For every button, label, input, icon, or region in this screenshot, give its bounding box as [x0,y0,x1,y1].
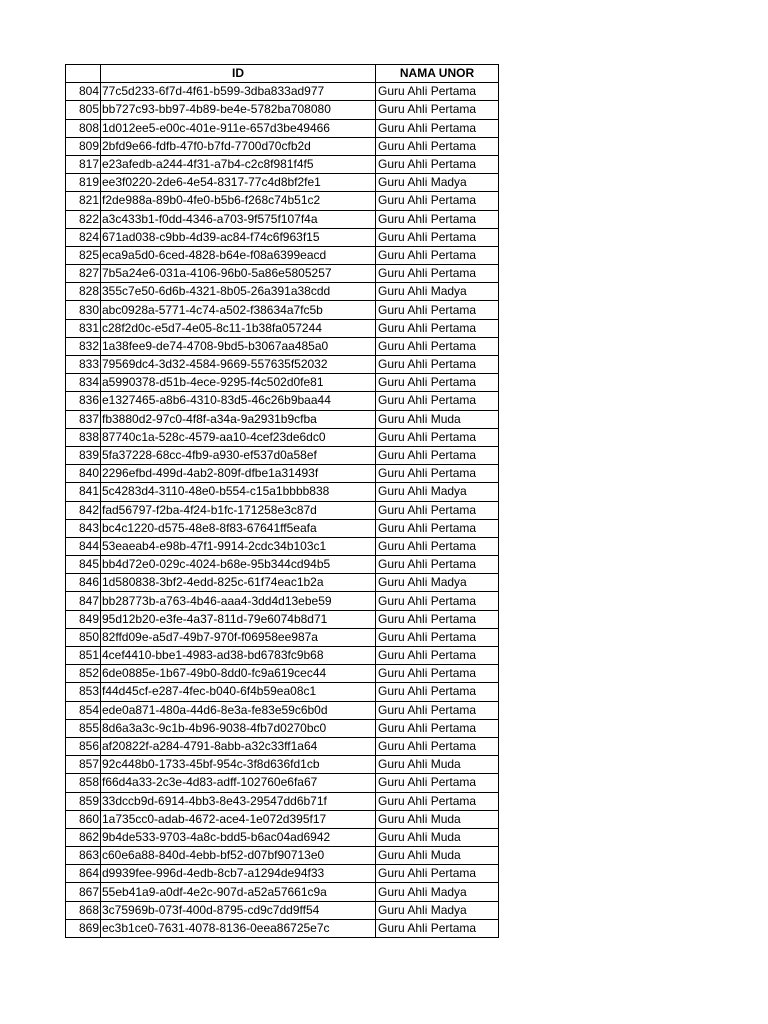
spreadsheet-page [65,64,499,938]
id-cell: f44d45cf-e287-4fec-b040-6f4b59ea08c1 [101,683,376,701]
table-row [66,337,499,355]
table-row [66,792,499,810]
table-row [66,246,499,264]
nama-unor-cell: Guru Ahli Madya [376,574,499,592]
nama-unor-cell: Guru Ahli Madya [376,901,499,919]
id-cell: 5fa37228-68cc-4fb9-a930-ef537d0a58ef [101,446,376,464]
table-row [66,592,499,610]
table-row [66,410,499,428]
nama-unor-cell: Guru Ahli Pertama [376,337,499,355]
row-number-cell: 839 [66,446,101,464]
table-row [66,737,499,755]
nama-unor-cell: Guru Ahli Pertama [376,356,499,374]
nama-unor-cell: Guru Ahli Pertama [376,374,499,392]
nama-unor-cell: Guru Ahli Pertama [376,919,499,937]
row-number-cell: 844 [66,537,101,555]
row-number-cell: 864 [66,865,101,883]
row-number-cell: 854 [66,701,101,719]
nama-unor-cell: Guru Ahli Muda [376,756,499,774]
table-row [66,228,499,246]
table-row [66,647,499,665]
table-body [66,83,499,938]
row-number-cell: 838 [66,428,101,446]
id-cell: 355c7e50-6d6b-4321-8b05-26a391a38cdd [101,283,376,301]
row-number-cell: 804 [66,83,101,101]
table-row [66,847,499,865]
table-row [66,701,499,719]
table-row [66,137,499,155]
id-cell: 79569dc4-3d32-4584-9669-557635f52032 [101,356,376,374]
id-cell: ee3f0220-2de6-4e54-8317-77c4d8bf2fe1 [101,174,376,192]
row-number-cell: 821 [66,192,101,210]
id-cell: 2bfd9e66-fdfb-47f0-b7fd-7700d70cfb2d [101,137,376,155]
nama-unor-cell: Guru Ahli Pertama [376,265,499,283]
table-row [66,174,499,192]
nama-unor-cell: Guru Ahli Muda [376,828,499,846]
id-cell: 33dccb9d-6914-4bb3-8e43-29547dd6b71f [101,792,376,810]
table-row [66,883,499,901]
id-cell: 1d012ee5-e00c-401e-911e-657d3be49466 [101,119,376,137]
nama-unor-cell: Guru Ahli Pertama [376,556,499,574]
table-row [66,283,499,301]
nama-unor-cell: Guru Ahli Pertama [376,610,499,628]
row-number-cell: 837 [66,410,101,428]
nama-unor-cell: Guru Ahli Pertama [376,428,499,446]
row-number-cell: 850 [66,628,101,646]
id-cell: 55eb41a9-a0df-4e2c-907d-a52a57661c9a [101,883,376,901]
table-row [66,392,499,410]
id-cell: e1327465-a8b6-4310-83d5-46c26b9baa44 [101,392,376,410]
id-cell: 7b5a24e6-031a-4106-96b0-5a86e5805257 [101,265,376,283]
table-row [66,83,499,101]
table-row [66,628,499,646]
row-number-cell: 817 [66,155,101,173]
nama-unor-cell: Guru Ahli Muda [376,810,499,828]
table-row [66,683,499,701]
table-row [66,483,499,501]
table-row [66,537,499,555]
nama-unor-cell: Guru Ahli Pertama [376,392,499,410]
id-cell: abc0928a-5771-4c74-a502-f38634a7fc5b [101,301,376,319]
nama-unor-cell: Guru Ahli Pertama [376,501,499,519]
nama-unor-cell: Guru Ahli Pertama [376,592,499,610]
id-cell: bb4d72e0-029c-4024-b68e-95b344cd94b5 [101,556,376,574]
id-cell: 8d6a3a3c-9c1b-4b96-9038-4fb7d0270bc0 [101,719,376,737]
row-number-cell: 862 [66,828,101,846]
row-number-cell: 868 [66,901,101,919]
nama-unor-cell: Guru Ahli Pertama [376,628,499,646]
row-number-cell: 840 [66,465,101,483]
row-number-cell: 857 [66,756,101,774]
nama-unor-cell: Guru Ahli Pertama [376,737,499,755]
header-id: ID [101,65,376,83]
id-cell: 1a735cc0-adab-4672-ace4-1e072d395f17 [101,810,376,828]
id-cell: 5c4283d4-3110-48e0-b554-c15a1bbbb838 [101,483,376,501]
id-cell: 92c448b0-1733-45bf-954c-3f8d636fd1cb [101,756,376,774]
table-row [66,501,499,519]
row-number-cell: 832 [66,337,101,355]
id-cell: 671ad038-c9bb-4d39-ac84-f74c6f963f15 [101,228,376,246]
table-row [66,356,499,374]
nama-unor-cell: Guru Ahli Madya [376,483,499,501]
row-number-cell: 841 [66,483,101,501]
row-number-cell: 808 [66,119,101,137]
table-row [66,556,499,574]
table-row [66,265,499,283]
nama-unor-cell: Guru Ahli Pertama [376,210,499,228]
id-cell: c60e6a88-840d-4ebb-bf52-d07bf90713e0 [101,847,376,865]
id-cell: 77c5d233-6f7d-4f61-b599-3dba833ad977 [101,83,376,101]
nama-unor-cell: Guru Ahli Pertama [376,192,499,210]
id-cell: af20822f-a284-4791-8abb-a32c33ff1a64 [101,737,376,755]
header-no [66,65,101,83]
id-cell: 53eaeab4-e98b-47f1-9914-2cdc34b103c1 [101,537,376,555]
table-row [66,901,499,919]
table-row [66,774,499,792]
row-number-cell: 833 [66,356,101,374]
nama-unor-cell: Guru Ahli Pertama [376,647,499,665]
nama-unor-cell: Guru Ahli Muda [376,410,499,428]
row-number-cell: 855 [66,719,101,737]
nama-unor-cell: Guru Ahli Muda [376,847,499,865]
id-cell: c28f2d0c-e5d7-4e05-8c11-1b38fa057244 [101,319,376,337]
nama-unor-cell: Guru Ahli Pertama [376,301,499,319]
nama-unor-cell: Guru Ahli Pertama [376,519,499,537]
row-number-cell: 842 [66,501,101,519]
table-row [66,428,499,446]
id-cell: f66d4a33-2c3e-4d83-adff-102760e6fa67 [101,774,376,792]
row-number-cell: 819 [66,174,101,192]
table-row [66,574,499,592]
nama-unor-cell: Guru Ahli Pertama [376,83,499,101]
header-nama-unor: NAMA UNOR [376,65,499,83]
id-cell: 82ffd09e-a5d7-49b7-970f-f06958ee987a [101,628,376,646]
id-cell: bb727c93-bb97-4b89-be4e-5782ba708080 [101,101,376,119]
row-number-cell: 827 [66,265,101,283]
nama-unor-cell: Guru Ahli Pertama [376,792,499,810]
table-row [66,446,499,464]
row-number-cell: 849 [66,610,101,628]
id-cell: e23afedb-a244-4f31-a7b4-c2c8f981f4f5 [101,155,376,173]
row-number-cell: 830 [66,301,101,319]
nama-unor-cell: Guru Ahli Pertama [376,465,499,483]
id-cell: 95d12b20-e3fe-4a37-811d-79e6074b8d71 [101,610,376,628]
row-number-cell: 846 [66,574,101,592]
row-number-cell: 860 [66,810,101,828]
id-cell: 6de0885e-1b67-49b0-8dd0-fc9a619cec44 [101,665,376,683]
row-number-cell: 867 [66,883,101,901]
id-cell: eca9a5d0-6ced-4828-b64e-f08a6399eacd [101,246,376,264]
row-number-cell: 836 [66,392,101,410]
row-number-cell: 845 [66,556,101,574]
row-number-cell: 852 [66,665,101,683]
nama-unor-cell: Guru Ahli Pertama [376,446,499,464]
nama-unor-cell: Guru Ahli Pertama [376,865,499,883]
row-number-cell: 843 [66,519,101,537]
row-number-cell: 847 [66,592,101,610]
table-row [66,519,499,537]
nama-unor-cell: Guru Ahli Madya [376,174,499,192]
id-cell: bc4c1220-d575-48e8-8f83-67641ff5eafa [101,519,376,537]
nama-unor-cell: Guru Ahli Pertama [376,228,499,246]
id-cell: 2296efbd-499d-4ab2-809f-dfbe1a31493f [101,465,376,483]
id-cell: 1a38fee9-de74-4708-9bd5-b3067aa485a0 [101,337,376,355]
table-row [66,301,499,319]
table-row [66,719,499,737]
row-number-cell: 822 [66,210,101,228]
row-number-cell: 809 [66,137,101,155]
nama-unor-cell: Guru Ahli Pertama [376,774,499,792]
nama-unor-cell: Guru Ahli Pertama [376,246,499,264]
row-number-cell: 824 [66,228,101,246]
id-cell: ec3b1ce0-7631-4078-8136-0eea86725e7c [101,919,376,937]
table-row [66,665,499,683]
data-table [65,64,499,938]
nama-unor-cell: Guru Ahli Pertama [376,155,499,173]
id-cell: 3c75969b-073f-400d-8795-cd9c7dd9ff54 [101,901,376,919]
id-cell: f2de988a-89b0-4fe0-b5b6-f268c74b51c2 [101,192,376,210]
nama-unor-cell: Guru Ahli Madya [376,883,499,901]
nama-unor-cell: Guru Ahli Pertama [376,665,499,683]
row-number-cell: 859 [66,792,101,810]
table-row [66,756,499,774]
row-number-cell: 853 [66,683,101,701]
nama-unor-cell: Guru Ahli Pertama [376,683,499,701]
id-cell: ede0a871-480a-44d6-8e3a-fe83e59c6b0d [101,701,376,719]
table-row [66,610,499,628]
table-row [66,101,499,119]
nama-unor-cell: Guru Ahli Pertama [376,719,499,737]
id-cell: a3c433b1-f0dd-4346-a703-9f575f107f4a [101,210,376,228]
table-row [66,810,499,828]
row-number-cell: 825 [66,246,101,264]
id-cell: 87740c1a-528c-4579-aa10-4cef23de6dc0 [101,428,376,446]
row-number-cell: 858 [66,774,101,792]
nama-unor-cell: Guru Ahli Pertama [376,101,499,119]
table-row [66,155,499,173]
id-cell: fad56797-f2ba-4f24-b1fc-171258e3c87d [101,501,376,519]
row-number-cell: 831 [66,319,101,337]
table-row [66,465,499,483]
table-row [66,865,499,883]
table-row [66,119,499,137]
row-number-cell: 869 [66,919,101,937]
row-number-cell: 851 [66,647,101,665]
id-cell: bb28773b-a763-4b46-aaa4-3dd4d13ebe59 [101,592,376,610]
table-row [66,828,499,846]
row-number-cell: 805 [66,101,101,119]
table-row [66,210,499,228]
nama-unor-cell: Guru Ahli Madya [376,283,499,301]
table-row [66,919,499,937]
id-cell: d9939fee-996d-4edb-8cb7-a1294de94f33 [101,865,376,883]
id-cell: 1d580838-3bf2-4edd-825c-61f74eac1b2a [101,574,376,592]
row-number-cell: 834 [66,374,101,392]
table-row [66,192,499,210]
id-cell: 4cef4410-bbe1-4983-ad38-bd6783fc9b68 [101,647,376,665]
row-number-cell: 856 [66,737,101,755]
row-number-cell: 863 [66,847,101,865]
row-number-cell: 828 [66,283,101,301]
nama-unor-cell: Guru Ahli Pertama [376,319,499,337]
id-cell: fb3880d2-97c0-4f8f-a34a-9a2931b9cfba [101,410,376,428]
table-row [66,319,499,337]
nama-unor-cell: Guru Ahli Pertama [376,537,499,555]
header-row [66,65,499,83]
nama-unor-cell: Guru Ahli Pertama [376,137,499,155]
table-row [66,374,499,392]
nama-unor-cell: Guru Ahli Pertama [376,119,499,137]
nama-unor-cell: Guru Ahli Pertama [376,701,499,719]
id-cell: 9b4de533-9703-4a8c-bdd5-b6ac04ad6942 [101,828,376,846]
id-cell: a5990378-d51b-4ece-9295-f4c502d0fe81 [101,374,376,392]
